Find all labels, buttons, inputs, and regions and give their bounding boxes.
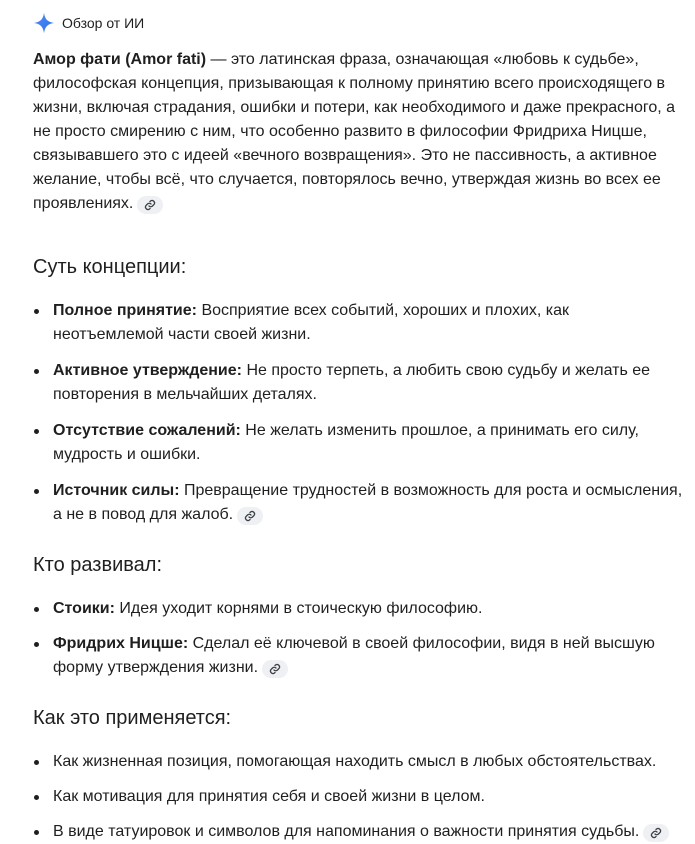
item-text: Как жизненная позиция, помогающая находить смысл в любых обстоятельствах. xyxy=(53,753,657,770)
item-text: Не просто терпеть, а любить свою судьбу и желать ее повторения в мельчайших деталях. xyxy=(53,362,651,403)
list-item xyxy=(33,632,683,680)
item-text: Превращение трудностей в возможность для роста и осмысления, а не в повод для жалоб. xyxy=(53,482,683,523)
overview-content xyxy=(33,48,683,844)
sparkle-icon xyxy=(33,12,55,34)
source-link-button[interactable] xyxy=(262,660,288,678)
developers-list xyxy=(33,597,683,680)
list-item xyxy=(33,359,683,407)
essence-list xyxy=(33,299,683,527)
item-term: Активное утверждение: xyxy=(53,362,242,379)
link-icon xyxy=(144,199,156,211)
link-icon xyxy=(244,510,256,522)
source-link-button[interactable] xyxy=(237,507,263,525)
item-text: Идея уходит корнями в стоическую философию. xyxy=(114,600,483,617)
item-term: Полное принятие: xyxy=(53,302,197,319)
list-item xyxy=(33,820,683,844)
application-list xyxy=(33,750,683,844)
intro-term: Амор фати (Amor fati) xyxy=(33,51,207,68)
item-text: Восприятие всех событий, хороших и плохих, как неотъемлемой части своей жизни. xyxy=(53,302,570,343)
list-item xyxy=(33,479,683,527)
header-title: Обзор от ИИ xyxy=(62,15,145,31)
list-item xyxy=(33,750,683,774)
section-heading-developers: Кто развивал: xyxy=(33,554,163,576)
link-icon xyxy=(269,663,281,675)
item-text: Сделал её ключевой в своей философии, видя в ней высшую форму утверждения жизни. xyxy=(53,635,655,676)
section-heading-application: Как это применяется: xyxy=(33,707,232,729)
item-term: Источник силы: xyxy=(53,482,180,499)
item-text: Как мотивация для принятия себя и своей жизни в целом. xyxy=(53,788,485,805)
link-icon xyxy=(650,827,662,839)
section-heading-essence: Суть концепции: xyxy=(33,256,187,278)
list-item xyxy=(33,299,683,347)
item-text: В виде татуировок и символов для напоминания о важности принятия судьбы. xyxy=(53,823,640,840)
item-term: Фридрих Ницше: xyxy=(53,635,189,652)
list-item xyxy=(33,597,683,621)
ai-overview-header xyxy=(33,11,144,35)
intro-paragraph xyxy=(33,48,683,216)
item-term: Стоики: xyxy=(53,600,115,617)
source-link-button[interactable] xyxy=(137,196,163,214)
list-item xyxy=(33,419,683,467)
item-text: Не желать изменить прошлое, а принимать его силу, мудрость и ошибки. xyxy=(53,422,639,463)
item-term: Отсутствие сожалений: xyxy=(53,422,241,439)
list-item xyxy=(33,785,683,809)
intro-text: — это латинская фраза, означающая «любовь к судьбе», философская концепция, призывающая к полному принятию всего происходящего в жизни, включая страдания, ошибки и потери, как необходимого и даже прекрасного, а не просто смирению с ним, что особенно развито в философии Фридриха Ницше, связывавшего это с идеей «вечного возвращения». Это не пассивность, а активное желание, чтобы всё, что случается, повторялось вечно, утверждая жизнь во всех ее проявлениях. xyxy=(33,51,676,212)
source-link-button[interactable] xyxy=(643,824,669,842)
